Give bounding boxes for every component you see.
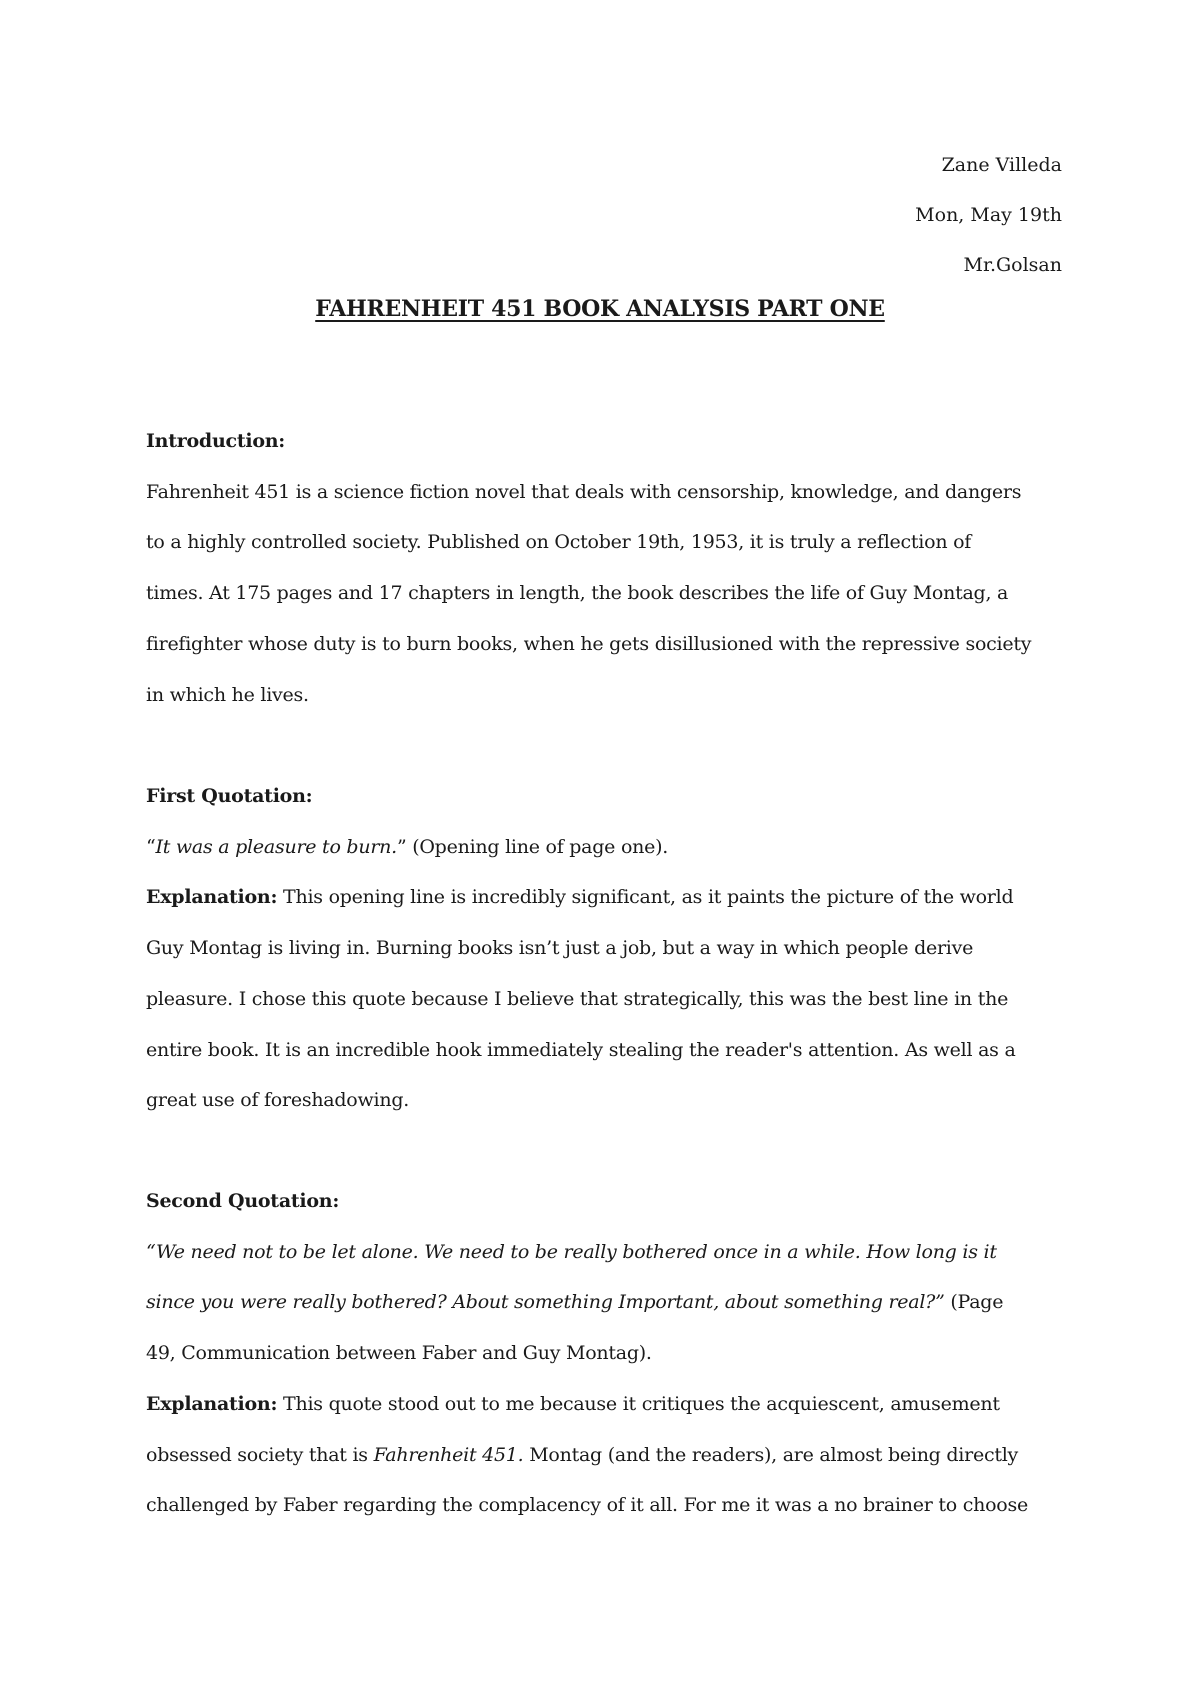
second-explanation-line <box>146 1379 1076 1430</box>
first-quotation-section <box>146 771 1076 1126</box>
first-explanation-line: Guy Montag is living in. Burning books isn’t just a job, but a way in which people derive <box>146 937 974 960</box>
quote-citation: ” (Opening line of page one). <box>396 835 669 858</box>
explanation-label: Explanation: <box>146 886 278 909</box>
first-explanation-line: pleasure. I chose this quote because I believe that strategically, this was the best line in the <box>146 987 1009 1010</box>
first-quotation-heading: First Quotation: <box>146 785 313 807</box>
first-explanation-line <box>146 872 1076 923</box>
explanation-text: This quote stood out to me because it critiques the acquiescent, amusement <box>277 1392 1000 1415</box>
author-name: Zane Villeda <box>941 154 1062 176</box>
introduction-line: in which he lives. <box>146 683 309 706</box>
introduction-line: times. At 175 pages and 17 chapters in length, the book describes the life of Guy Montag, a <box>146 582 1009 605</box>
second-quotation-line <box>146 1277 1076 1328</box>
quote-italic-text: since you were really bothered? About something Important, about something real?” <box>146 1291 945 1314</box>
date-line: Mon, May 19th <box>915 204 1062 226</box>
explanation-text: Montag (and the readers), are almost being directly <box>523 1443 1019 1466</box>
second-quotation-line: “We need not to be let alone. We need to be really bothered once in a while. How long is it <box>146 1240 997 1263</box>
second-quotation-section <box>146 1176 1076 1531</box>
first-explanation-line: great use of foreshadowing. <box>146 1089 410 1112</box>
first-explanation-line: entire book. It is an incredible hook immediately stealing the reader's attention. As well as a <box>146 1038 1016 1061</box>
document-title: FAHRENHEIT 451 BOOK ANALYSIS PART ONE <box>315 296 885 322</box>
introduction-line: firefighter whose duty is to burn books, when he gets disillusioned with the repressive society <box>146 632 1032 655</box>
introduction-line: to a highly controlled society. Published on October 19th, 1953, it is truly a reflection of <box>146 531 972 554</box>
quote-citation: (Page <box>944 1291 1004 1314</box>
second-quotation-line: 49, Communication between Faber and Guy Montag). <box>146 1342 652 1365</box>
explanation-text: obsessed society that is <box>146 1443 374 1466</box>
quote-open-mark: “ <box>146 835 156 858</box>
explanation-text: This opening line is incredibly significant, as it paints the picture of the world <box>277 886 1014 909</box>
second-explanation-line <box>146 1430 1076 1481</box>
book-title-italic: Fahrenheit 451. <box>373 1443 524 1466</box>
introduction-heading: Introduction: <box>146 430 286 452</box>
header-block <box>915 140 1062 290</box>
first-quotation-text <box>146 822 1076 873</box>
introduction-section <box>146 416 1076 720</box>
second-explanation-line: challenged by Faber regarding the complacency of it all. For me it was a no brainer to choose <box>146 1494 1028 1517</box>
second-quotation-heading: Second Quotation: <box>146 1190 340 1212</box>
introduction-line: Fahrenheit 451 is a science fiction novel that deals with censorship, knowledge, and dangers <box>146 480 1022 503</box>
explanation-label: Explanation: <box>146 1392 278 1415</box>
quote-italic-text: It was a pleasure to burn. <box>155 835 397 858</box>
teacher-name: Mr.Golsan <box>963 254 1062 276</box>
